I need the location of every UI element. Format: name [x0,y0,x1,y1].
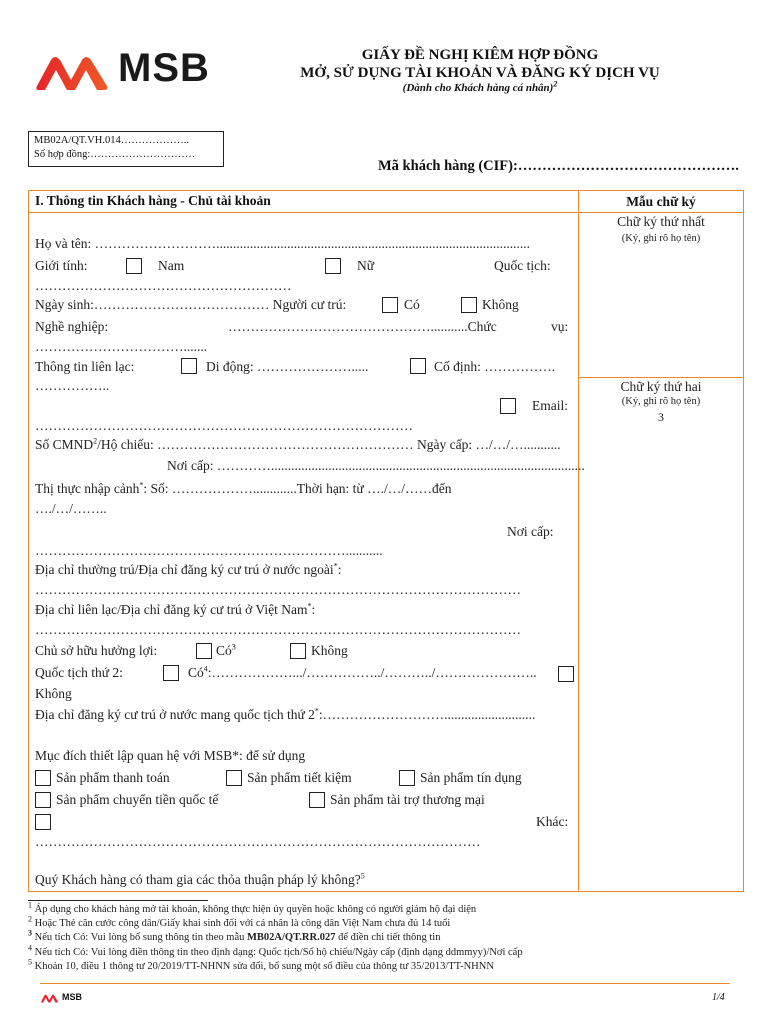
id-number-field[interactable]: Số CMND$^2$/Hộ chiếu: ………………………………………………… Ngày cấp: …/…/…........... [35,436,561,452]
savings-product-label: Sản phẩm tiết kiệm [247,770,352,785]
payment-product-checkbox[interactable] [35,770,51,786]
landline-checkbox[interactable] [410,358,426,374]
position-field[interactable]: ……………………………....... [35,339,208,354]
beneficial-no-label: Không [311,643,348,658]
resident-no-label: Không [482,297,519,312]
page-number: 1/4 [712,992,725,1003]
footnote-1: $^1$ Áp dụng cho khách hàng mở tài khoản, không thực hiện ủy quyền hoặc không có người giám hộ đại diện [28,900,477,915]
transfer-product-label: Sản phẩm chuyển tiền quốc tế [56,792,219,807]
nationality-field[interactable]: ………………………………………………… [35,278,292,293]
occupation-label: Nghề nghiệp: [35,319,109,334]
email-field[interactable]: ………………………………………………………………………… [35,418,413,433]
second-nationality-no-checkbox[interactable] [558,666,574,682]
email-label: Email: [532,398,568,413]
footer-logo-text: MSB [62,992,82,1002]
second-address-field[interactable]: Địa chỉ đăng ký cư trú ở nước mang quốc tịch thứ 2*:………………………........................... [35,706,536,722]
other-product-label: Khác: [536,814,569,829]
first-signature-note: (Ký, ghi rõ họ tên) [621,233,701,244]
position-label: vụ: [551,319,569,334]
divider [578,190,579,892]
mobile-field[interactable]: Di động: …………………..... [206,359,369,374]
footnote-separator [28,900,208,901]
divider [578,212,744,213]
legal-arrangement-question: Quý Khách hàng có tham gia các thỏa thuận pháp lý không?$^5$ [35,871,365,887]
contract-number-field[interactable]: Số hợp đồng:………………………… [34,149,196,160]
first-signature-area[interactable] [582,258,740,373]
female-label: Nữ [357,258,375,273]
doc-subtitle: MỞ, SỬ DỤNG TÀI KHOẢN VÀ ĐĂNG KÝ DỊCH VỤ [300,65,660,81]
gender-label: Giới tính: [35,258,88,273]
second-nationality-no-label: Không [35,686,72,701]
divider [28,212,579,213]
form-code: MB02A/QT.VH.014……………….. [34,135,189,146]
mobile-checkbox[interactable] [181,358,197,374]
resident-no-checkbox[interactable] [461,297,477,313]
footnote-4: $^4$ Nếu tích Có: Vui lòng điền thông tin theo định dạng: Quốc tịch/Số hộ chiếu/Ngày cấp (định dạng ddmmyy)/Nơi cấp [28,943,523,958]
email-checkbox[interactable] [500,398,516,414]
footer-logo-icon [40,993,60,1003]
id-place-field[interactable]: Nơi cấp: …………............................................................................................. [167,458,585,473]
full-name-field[interactable]: Họ và tên: ………………………............................................................................................. [35,236,530,251]
transfer-product-checkbox[interactable] [35,792,51,808]
footnote-5: $^5$ Khoản 10, điều 1 thông tư 20/2019/TT-NHNN sửa đổi, bổ sung một số điều của thông tư 35/2013/TT-NHNN [28,957,494,972]
signature-title: Mẫu chữ ký [626,194,696,209]
male-label: Nam [158,258,185,273]
resident-yes-checkbox[interactable] [382,297,398,313]
contact-address-label: Địa chỉ liên lạc/Địa chỉ đăng ký cư trú ở Việt Nam*: [35,601,316,617]
trade-product-label: Sản phẩm tài trợ thương mại [330,792,485,807]
second-signature-ref: 3 [658,410,664,424]
beneficial-owner-label: Chủ sở hữu hưởng lợi: [35,643,158,658]
male-checkbox[interactable] [126,258,142,274]
msb-logo-icon [35,50,113,92]
cif-field[interactable]: Mã khách hàng (CIF):………………………………………. [378,158,739,174]
section-title: I. Thông tin Khách hàng - Chủ tài khoản [35,193,271,208]
form-code-box [28,131,224,167]
trade-product-checkbox[interactable] [309,792,325,808]
landline-field-cont[interactable]: …………….. [35,378,110,393]
contact-address-field[interactable]: ……………………………………………………………………………………………… [35,622,521,637]
second-signature-label: Chữ ký thứ hai [620,379,702,394]
footnote-2: $^2$ Hoặc Thẻ căn cước công dân/Giấy khai sinh đối với cá nhân là công dân Việt Nam chưa đủ 14 tuổi [28,914,451,929]
doc-title: GIẤY ĐỀ NGHỊ KIÊM HỢP ĐỒNG [361,47,599,63]
beneficial-yes-label: $Có^3$ [216,642,236,658]
visa-field[interactable]: Thị thực nhập cảnh*: Số: ……………….............Thời hạn: từ …./…/……đến [35,480,452,496]
visa-date-field[interactable]: …./…/…….. [35,501,107,516]
payment-product-label: Sản phẩm thanh toán [56,770,170,785]
footnote-3: $^3$ Nếu tích Có: Vui lòng bổ sung thông tin theo mẫu MB02A/QT.RR.027 để điền chi tiết thông tin [28,928,441,943]
visa-place-field[interactable]: ……………………………………………………………........... [35,543,383,558]
female-checkbox[interactable] [325,258,341,274]
occupation-field[interactable]: ………………………………………...........Chức [228,319,497,334]
beneficial-no-checkbox[interactable] [290,643,306,659]
dob-field[interactable]: Ngày sinh:………………………………… Người cư trú: [35,297,347,312]
second-nationality-label: Quốc tịch thứ 2: [35,665,123,680]
visa-place-label: Nơi cấp: [507,524,554,539]
second-signature-area[interactable] [582,430,740,885]
logo-text: MSB [118,46,210,90]
resident-yes-label: Có [404,297,420,312]
other-product-checkbox[interactable] [35,814,51,830]
nationality-label: Quốc tịch: [494,258,551,273]
divider [578,377,744,378]
credit-product-label: Sản phẩm tín dụng [420,770,522,785]
other-product-field[interactable]: ……………………………………………………………………………………… [35,834,481,849]
purpose-label: Mục đích thiết lập quan hệ với MSB*: để sử dụng [35,748,306,763]
footer-divider [40,983,730,984]
second-signature-note: (Ký, ghi rõ họ tên) [621,396,701,407]
savings-product-checkbox[interactable] [226,770,242,786]
doc-subtitle-note: (Dành cho Khách hàng cá nhân)$^2$ [402,79,558,94]
beneficial-yes-checkbox[interactable] [196,643,212,659]
permanent-address-field[interactable]: ……………………………………………………………………………………………… [35,582,521,597]
contact-label: Thông tin liên lạc: [35,359,135,374]
credit-product-checkbox[interactable] [399,770,415,786]
landline-field[interactable]: Cố định: ……………. [434,359,556,374]
first-signature-label: Chữ ký thứ nhất [617,214,705,229]
second-nationality-yes-checkbox[interactable] [163,665,179,681]
second-nationality-field[interactable]: $Có^4:\dots\dots\dots\dots\dots\dots.../\dots\dots\dots\dots\dots../\dots\dots\dots../\dots\dots\dots\dots\dots\dots\dots$.. [188,664,537,680]
permanent-address-label: Địa chỉ thường trú/Địa chỉ đăng ký cư trú ở nước ngoài*: [35,561,342,577]
